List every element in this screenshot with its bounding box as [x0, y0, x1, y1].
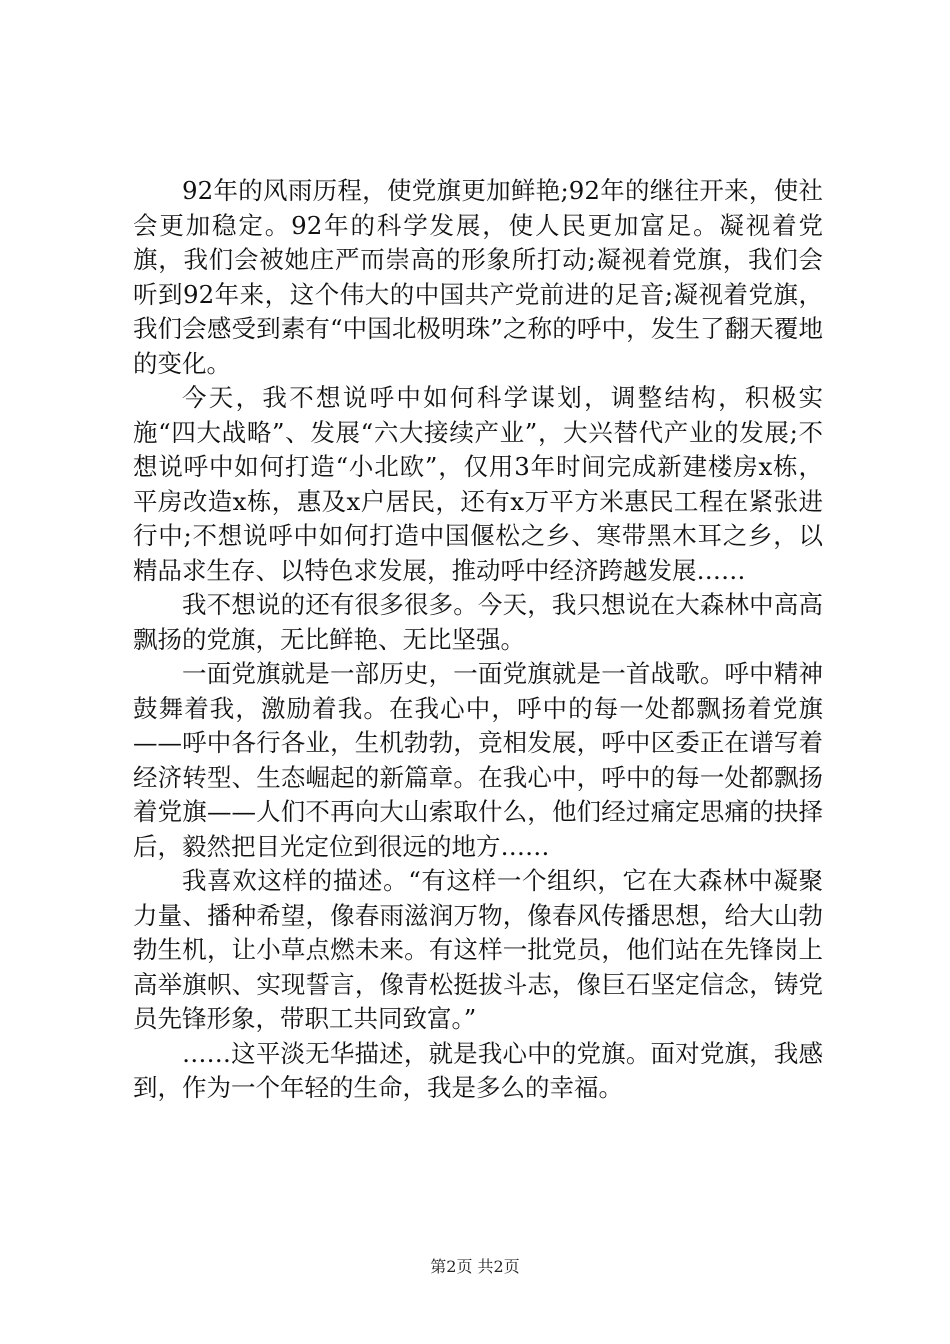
document-body	[133, 174, 823, 1106]
paragraph-3: 我不想说的还有很多很多。今天，我只想说在大森林中高高飘扬的党旗，无比鲜艳、无比坚强。	[133, 590, 823, 654]
paragraph-1: 92年的风雨历程，使党旗更加鲜艳;92年的继往开来，使社会更加稳定。92年的科学发展，使人民更加富足。凝视着党旗，我们会被她庄严而崇高的形象所打动;凝视着党旗，我们会听到92年来，这个伟大的中国共产党前进的足音;凝视着党旗，我们会感受到素有“中国北极明珠”之称的呼中，发生了翻天覆地的变化。	[133, 176, 823, 378]
paragraph-6: ……这平淡无华描述，就是我心中的党旗。面对党旗，我感到，作为一个年轻的生命，我是多么的幸福。	[133, 1038, 823, 1102]
paragraph-5: 我喜欢这样的描述。“有这样一个组织，它在大森林中凝聚力量、播种希望，像春雨滋润万物，像春风传播思想，给大山勃勃生机，让小草点燃未来。有这样一批党员，他们站在先锋岗上高举旗帜、实现誓言，像青松挺拔斗志，像巨石坚定信念，铸党员先锋形象，带职工共同致富。”	[133, 866, 823, 1033]
paragraph-4: 一面党旗就是一部历史，一面党旗就是一首战歌。呼中精神鼓舞着我，激励着我。在我心中，呼中的每一处都飘扬着党旗——呼中各行各业，生机勃勃，竞相发展，呼中区委正在谱写着经济转型、生态崛起的新篇章。在我心中，呼中的每一处都飘扬着党旗——人们不再向大山索取什么，他们经过痛定思痛的抉择后，毅然把目光定位到很远的地方……	[133, 659, 823, 861]
page-footer: 第2页 共2页	[430, 1257, 520, 1276]
paragraph-2: 今天，我不想说呼中如何科学谋划，调整结构，积极实施“四大战略”、发展“六大接续产业”，大兴替代产业的发展;不想说呼中如何打造“小北欧”，仅用3年时间完成新建楼房x栋，平房改造x栋，惠及x户居民，还有x万平方米惠民工程在紧张进行中;不想说呼中如何打造中国偃松之乡、寒带黑木耳之乡，以精品求生存、以特色求发展，推动呼中经济跨越发展……	[133, 383, 823, 585]
